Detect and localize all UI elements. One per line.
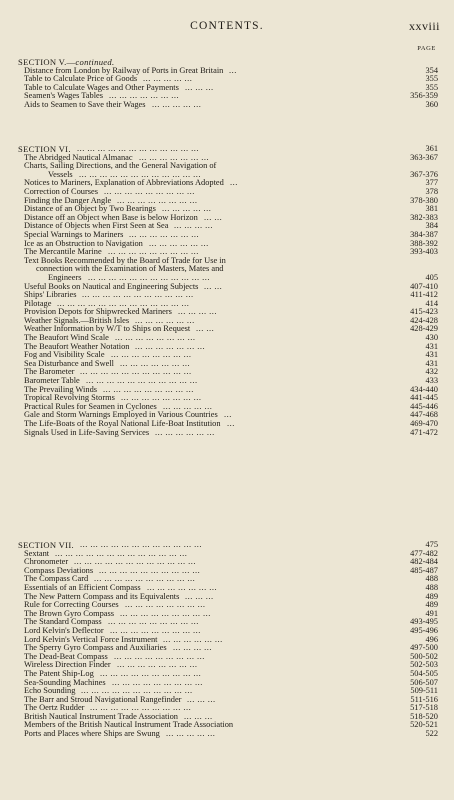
toc-entry-label: Ports and Places where Ships are Swung xyxy=(24,729,160,739)
leader-dots: ... ... ... ... ... ... ... ... ... ... ... xyxy=(82,291,194,300)
toc-entry-label: Table to Calculate Price of Goods xyxy=(24,74,138,84)
toc-entry-page: 491 xyxy=(425,608,438,618)
toc-entry-label: Seamen's Wages Tables xyxy=(24,91,104,101)
toc-entry-label: The Abridged Nautical Almanac xyxy=(24,152,133,162)
toc-entry-page: 506-507 xyxy=(410,677,438,687)
toc-entry-label: Provision Depots for Shipwrecked Mariners xyxy=(24,307,172,317)
section-vii xyxy=(18,541,438,739)
toc-entry-page: 500-502 xyxy=(410,651,438,661)
toc-entry-label: Rule for Correcting Courses xyxy=(24,600,119,610)
toc-entry-label: Ships' Libraries xyxy=(24,290,77,300)
toc-entry-page: 509-511 xyxy=(410,686,438,696)
toc-entry-page: 471-472 xyxy=(410,427,438,437)
toc-entry-label: The Beaufort Wind Scale xyxy=(24,333,109,343)
toc-entry-page: 433 xyxy=(425,376,438,386)
toc-entry-page: 504-505 xyxy=(410,668,438,678)
toc-entry-label: Tropical Revolving Storms xyxy=(24,393,115,403)
toc-entry-page: 384-387 xyxy=(410,229,438,239)
toc-entry xyxy=(18,730,438,739)
toc-entry-label: The Prevailing Winds xyxy=(24,384,98,394)
leader-dots: ... ... ... ... ... ... ... xyxy=(109,92,180,101)
page-column-label: PAGE xyxy=(417,45,436,52)
toc-entry-label: Vessels xyxy=(48,169,73,179)
toc-entry-page: 477-482 xyxy=(410,548,438,558)
leader-dots: ... ... ... ... ... ... ... ... ... ... ... ... xyxy=(79,170,201,179)
toc-entry-page: 367-376 xyxy=(410,169,438,179)
toc-entry-page: 496 xyxy=(425,634,438,644)
toc-entry-page: 354 xyxy=(425,65,438,75)
toc-entry-page: 488 xyxy=(425,574,438,584)
toc-entry-page: 517-518 xyxy=(410,703,438,713)
leader-dots: ... ... ... ... ... ... xyxy=(149,239,209,248)
leader-dots: ... ... ... ... ... ... ... ... ... xyxy=(108,618,199,627)
section-heading-label: SECTION VI. xyxy=(18,144,71,154)
section-vi xyxy=(18,145,438,437)
leader-dots: ... ... ... xyxy=(184,712,213,721)
leader-dots: ... ... ... ... ... ... ... ... xyxy=(121,394,202,403)
toc-entry-label: Members of the British Nautical Instrument Trade Association xyxy=(24,720,234,730)
leader-dots: ... ... ... xyxy=(187,695,216,704)
toc-entry-label: Sextant xyxy=(24,548,50,558)
leader-dots: ... ... ... ... ... ... ... ... ... ... xyxy=(94,575,196,584)
section-heading-continued: continued. xyxy=(75,57,115,67)
toc-entry-label: The Beaufort Weather Notation xyxy=(24,341,130,351)
leader-dots: ... ... ... ... ... ... ... ... xyxy=(117,196,198,205)
toc-entry-label: Text Books Recommended by the Board of Trade for Use in xyxy=(24,255,226,265)
toc-entry-label: Lord Kelvin's Vertical Force Instrument xyxy=(24,634,158,644)
toc-entry-page: 431 xyxy=(425,358,438,368)
leader-dots: ... ... ... ... xyxy=(174,222,213,231)
toc-entry-page: 502-503 xyxy=(410,660,438,670)
leader-dots: ... ... ... ... ... ... ... ... ... ... ... ... xyxy=(88,273,210,282)
leader-dots: ... ... ... xyxy=(185,592,214,601)
toc-entry-page: 518-520 xyxy=(410,711,438,721)
leader-dots: ... ... ... ... ... xyxy=(163,402,213,411)
toc-entry-label: Weather Information by W/T to Ships on Request xyxy=(24,324,191,334)
toc-entry-label: Barometer Table xyxy=(24,376,80,386)
leader-dots: ... xyxy=(229,66,237,75)
toc-entry-label: Aids to Seamen to Save their Wages xyxy=(24,99,146,109)
toc-entry-label: The Dead-Beat Compass xyxy=(24,651,108,661)
toc-entry xyxy=(18,283,438,292)
leader-dots: ... ... ... ... xyxy=(178,308,217,317)
toc-entry-page: 441-445 xyxy=(410,393,438,403)
leader-dots: ... ... xyxy=(196,325,215,334)
toc-entry-page: 377 xyxy=(425,178,438,188)
toc-entry-label: Gale and Storm Warnings Employed in Various Countries xyxy=(24,410,218,420)
leader-dots: ... ... ... ... ... ... xyxy=(155,428,215,437)
leader-dots: ... ... ... ... ... ... ... ... ... xyxy=(114,652,205,661)
leader-dots: ... ... ... ... ... ... ... ... ... ... ... xyxy=(86,377,198,386)
toc-entry xyxy=(18,679,438,688)
toc-entry-label: Notices to Mariners, Explanation of Abbreviations Adopted xyxy=(24,178,224,188)
toc-entry-label: Ice as an Obstruction to Navigation xyxy=(24,238,143,248)
toc-entry-label: Useful Books on Nautical and Engineering Subjects xyxy=(24,281,199,291)
toc-entry-page: 381 xyxy=(425,204,438,214)
toc-entry-label: Sea-Sounding Machines xyxy=(24,677,106,687)
toc-entry-label: The Barr and Stroud Navigational Rangefinder xyxy=(24,694,182,704)
toc-entry-label: Special Warnings to Mariners xyxy=(24,229,124,239)
leader-dots: ... ... ... ... ... ... ... ... xyxy=(117,661,198,670)
leader-dots: ... ... xyxy=(204,282,223,291)
section-heading-label: SECTION V.— xyxy=(18,57,76,67)
toc-entry-page: 363-367 xyxy=(410,152,438,162)
toc-entry-page: 447-468 xyxy=(410,410,438,420)
toc-entry-page: 489 xyxy=(425,600,438,610)
section-heading-page: 475 xyxy=(425,540,438,549)
toc-entry-label: The Compass Card xyxy=(24,574,89,584)
leader-dots: ... xyxy=(230,179,238,188)
toc-entry-label: Wireless Direction Finder xyxy=(24,660,111,670)
toc-entry-page: 405 xyxy=(425,272,438,282)
toc-entry-label: The Life-Boats of the Royal National Life-Boat Institution xyxy=(24,419,221,428)
toc-entry-page: 432 xyxy=(425,367,438,377)
leader-dots: ... ... ... ... ... ... ... ... ... ... xyxy=(99,566,201,575)
toc-entry-page: 511-516 xyxy=(410,694,438,704)
toc-entry-page: 378 xyxy=(425,186,438,196)
toc-entry xyxy=(18,550,438,559)
page-title: CONTENTS. xyxy=(190,20,264,32)
leader-dots: ... ... ... ... ... ... ... xyxy=(139,153,210,162)
toc-entry-label: The Brown Gyro Compass xyxy=(24,608,115,618)
toc-entry-label: Fog and Visibility Scale xyxy=(24,350,105,360)
toc-entry-page: 428-429 xyxy=(410,324,438,334)
toc-entry-page: 445-446 xyxy=(410,401,438,411)
toc-entry-label: Distance of an Object by Two Bearings xyxy=(24,204,156,214)
leader-dots: ... ... ... ... xyxy=(173,644,212,653)
toc-entry xyxy=(18,429,438,438)
section-heading-page: 361 xyxy=(425,144,438,153)
toc-entry-page: 415-423 xyxy=(410,307,438,317)
toc-entry-label: The Patent Ship-Log xyxy=(24,668,94,678)
leader-dots: ... xyxy=(224,411,232,420)
toc-entry-label: The Oertz Rudder xyxy=(24,703,85,713)
toc-entry-page: 393-403 xyxy=(410,247,438,257)
toc-entry-label: Engineers xyxy=(48,272,82,282)
toc-entry xyxy=(18,291,438,300)
toc-entry-page: 493-495 xyxy=(410,617,438,627)
leader-dots: ... ... ... ... ... ... ... ... ... ... xyxy=(90,704,192,713)
toc-entry-page: 469-470 xyxy=(410,419,438,428)
toc-entry-label: Charts, Sailing Directions, and the General Navigation of xyxy=(24,161,217,171)
toc-entry-page: 355 xyxy=(425,74,438,84)
leader-dots: ... ... ... ... ... ... ... ... ... xyxy=(104,187,195,196)
toc-entry-label: connection with the Examination of Masters, Mates and xyxy=(36,264,224,274)
leader-dots: ... ... ... ... ... ... ... ... ... ... ... xyxy=(81,687,193,696)
toc-entry-label: The Barometer xyxy=(24,367,75,377)
toc-entry-page: 378-380 xyxy=(410,195,438,205)
toc-entry-page: 495-496 xyxy=(410,625,438,635)
toc-entry-label: Lord Kelvin's Deflector xyxy=(24,625,104,635)
toc-entry-label: The Sperry Gyro Compass and Auxiliaries xyxy=(24,643,167,653)
leader-dots: ... ... ... ... ... ... ... ... ... ... ... ... xyxy=(77,145,199,153)
toc-entry-page: 411-412 xyxy=(410,290,438,300)
leader-dots: ... ... ... ... ... ... ... xyxy=(129,230,200,239)
leader-dots: ... ... ... ... ... ... ... ... ... ... ... ... ... xyxy=(57,299,190,308)
leader-dots: ... ... ... ... ... ... ... ... xyxy=(125,601,206,610)
toc-entry xyxy=(18,368,438,377)
toc-entry-label: Distance off an Object when Base is below Horizon xyxy=(24,212,198,222)
toc-entry-page: 497-500 xyxy=(410,643,438,653)
toc-entry-label: The Standard Compass xyxy=(24,617,102,627)
toc-entry-page: 355 xyxy=(425,82,438,92)
leader-dots: ... ... ... ... ... ... ... ... xyxy=(111,351,192,360)
toc-entry-page: 414 xyxy=(425,298,438,308)
toc-entry-page: 482-484 xyxy=(410,557,438,567)
leader-dots: ... ... ... ... ... ... xyxy=(163,635,223,644)
toc-entry-page: 489 xyxy=(425,591,438,601)
leader-dots: ... ... ... xyxy=(185,83,214,92)
toc-entry-page: 360 xyxy=(425,99,438,109)
leader-dots: ... ... ... ... ... ... ... ... ... xyxy=(110,626,201,635)
leader-dots: ... ... ... ... ... xyxy=(162,205,212,214)
toc-entry-label: Table to Calculate Wages and Other Payments xyxy=(24,82,179,92)
toc-entry-page: 384 xyxy=(425,221,438,231)
leader-dots: ... ... ... ... ... xyxy=(166,730,216,739)
page-number: xxviii xyxy=(408,19,440,33)
toc-entry-label: British Nautical Instrument Trade Association xyxy=(24,711,178,721)
section-heading xyxy=(18,541,438,550)
leader-dots: ... ... ... ... ... xyxy=(143,75,193,84)
leader-dots: ... ... xyxy=(204,213,223,222)
toc-entry-label: The Mercantile Marine xyxy=(24,247,102,257)
toc-entry-label: Essentials of an Efficient Compass xyxy=(24,582,141,592)
toc-entry-label: Signals Used in Life-Saving Services xyxy=(24,427,150,437)
toc-entry xyxy=(18,101,438,110)
toc-entry-page: 431 xyxy=(425,350,438,360)
leader-dots: ... xyxy=(227,420,235,428)
toc-entry-page: 388-392 xyxy=(410,238,438,248)
leader-dots: ... ... ... ... ... ... ... xyxy=(147,583,218,592)
toc-entry-label: Distance of Objects when First Seen at Sea xyxy=(24,221,169,231)
page-header xyxy=(0,20,454,36)
toc-entry-page: 430 xyxy=(425,333,438,343)
leader-dots: ... ... ... ... ... ... ... xyxy=(135,342,206,351)
toc-entry-page: 407-410 xyxy=(410,281,438,291)
toc-entry-page: 431 xyxy=(425,341,438,351)
leader-dots: ... ... ... ... ... ... ... ... ... ... xyxy=(100,669,202,678)
toc-entry-page: 356-359 xyxy=(410,91,438,101)
leader-dots: ... ... ... ... ... ... ... ... xyxy=(115,334,196,343)
leader-dots: ... ... ... ... ... ... ... ... ... ... ... ... ... xyxy=(55,549,188,558)
leader-dots: ... ... ... ... ... ... ... ... ... xyxy=(112,678,203,687)
toc-entry-label: Chronometer xyxy=(24,557,69,567)
leader-dots: ... ... ... ... ... xyxy=(152,100,202,109)
toc-entry-page: 522 xyxy=(425,729,438,739)
toc-entry-page: 382-383 xyxy=(410,212,438,222)
toc-entry-label: Finding the Danger Angle xyxy=(24,195,112,205)
toc-entry-label: Correction of Courses xyxy=(24,186,98,196)
toc-entry-label: Sea Disturbance and Swell xyxy=(24,358,115,368)
leader-dots: ... ... ... ... ... ... ... xyxy=(120,359,191,368)
toc-entry-label: Echo Sounding xyxy=(24,686,76,696)
leader-dots: ... ... ... ... ... ... ... ... ... xyxy=(120,609,211,618)
toc-entry-page: 488 xyxy=(425,582,438,592)
toc-entry-label: Compass Deviations xyxy=(24,565,94,575)
toc-entry-page: 434-440 xyxy=(410,384,438,394)
toc-entry xyxy=(18,162,438,171)
section-heading-label: SECTION VII. xyxy=(18,540,74,550)
toc-entry-page: 485-487 xyxy=(410,565,438,575)
toc-entry-label: Pilotage xyxy=(24,298,52,308)
section-v xyxy=(18,58,438,110)
leader-dots: ... ... ... ... ... ... ... ... ... ... ... xyxy=(80,368,192,377)
toc-entry-label: Practical Rules for Seamen in Cyclones xyxy=(24,401,157,411)
toc-entry-label: Weather Signals.—British Isles xyxy=(24,315,130,325)
toc-entry-label: The New Pattern Compass and its Equivalents xyxy=(24,591,180,601)
leader-dots: ... ... ... ... ... ... ... ... ... xyxy=(108,248,199,257)
toc-entry xyxy=(18,360,438,369)
toc-entry-label: Distance from London by Railway of Ports in Great Britain xyxy=(24,65,224,75)
leader-dots: ... ... ... ... ... ... ... ... ... ... ... ... xyxy=(80,541,202,549)
toc-entry-page: 520-521 xyxy=(410,720,438,730)
toc-entry-page: 424-428 xyxy=(410,315,438,325)
leader-dots: ... ... ... ... ... ... ... ... ... xyxy=(103,385,194,394)
leader-dots: ... ... ... ... ... ... xyxy=(135,316,195,325)
leader-dots: ... ... ... ... ... ... ... ... ... ... ... ... xyxy=(74,558,196,567)
